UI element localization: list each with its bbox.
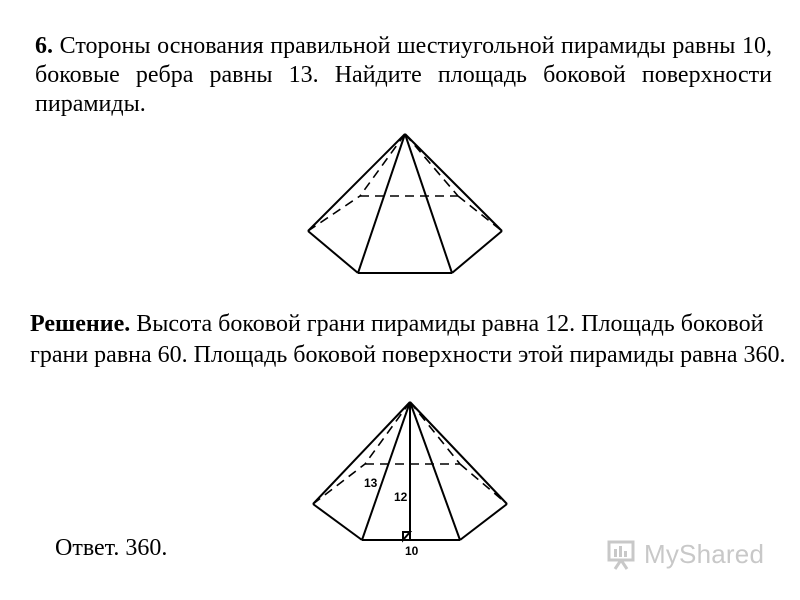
right-angle-marker [403, 532, 410, 540]
problem-statement [35, 32, 772, 119]
watermark-brand: MyShared [644, 538, 765, 569]
base-edge [308, 231, 358, 273]
lateral-edge [405, 134, 452, 273]
base-edge [313, 504, 362, 540]
hidden-lateral-edge [360, 134, 405, 196]
hidden-base-edge [308, 196, 360, 231]
answer-text: Ответ. 360. [55, 535, 168, 561]
presentation-board-icon [604, 537, 638, 571]
problem-text: Стороны основания правильной шестиугольной пирамиды равны 10, боковые ребра равны 13. Найдите площадь боковой поверхности пирамиды. [35, 33, 772, 117]
solution-label: Решение. [30, 311, 131, 337]
base-label-10: 10 [405, 544, 419, 558]
solution-text: Высота боковой грани пирамиды равна 12. Площадь боковой грани равна 60. Площадь боковой поверхности этой пирамиды равна 360. [30, 311, 786, 368]
watermark-logo [604, 537, 764, 571]
hidden-lateral-edge [365, 402, 410, 464]
problem-number: 6. [35, 33, 53, 59]
lateral-edge [410, 402, 507, 504]
height-label-12: 12 [394, 490, 408, 504]
pyramid-figure-2 [305, 396, 515, 566]
lateral-edge [405, 134, 502, 231]
solution-block [30, 309, 790, 371]
pyramid-figure-1 [300, 128, 510, 283]
hidden-base-edge [313, 464, 365, 504]
lateral-edge [313, 402, 410, 504]
lateral-edge [362, 402, 410, 540]
base-edge [460, 504, 507, 540]
lateral-edge [358, 134, 405, 273]
lateral-edge [410, 402, 460, 540]
base-edge [452, 231, 502, 273]
lateral-edge [308, 134, 405, 231]
edge-label-13: 13 [364, 476, 378, 490]
